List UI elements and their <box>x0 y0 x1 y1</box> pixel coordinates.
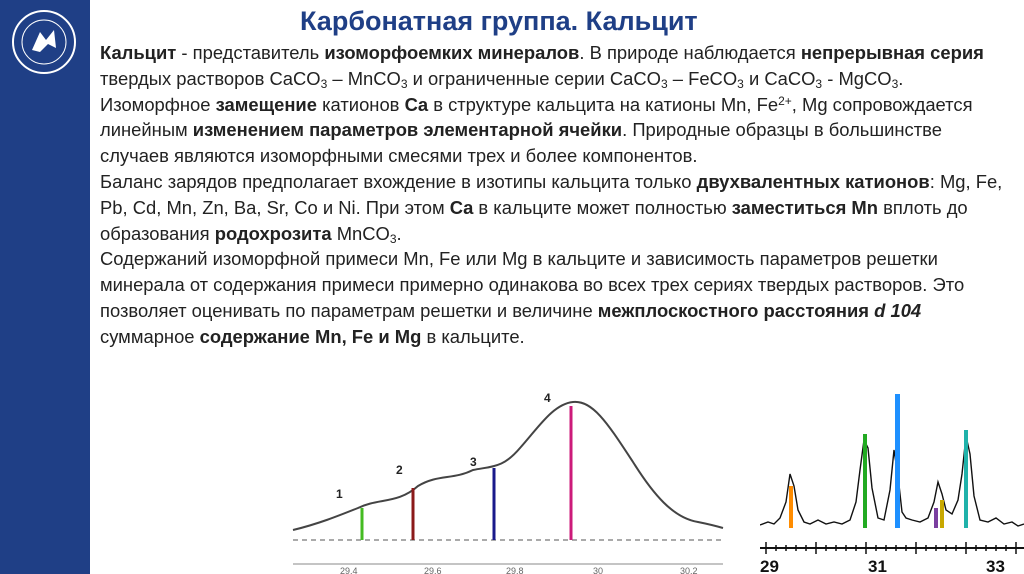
paragraph-charge-balance: Баланс зарядов предполагает вхождение в изотипы кальцита только двухвалентных катионов: Mg, Fe, Pb, Cd, Mn, Zn, Ba, Sr, Co и Ni. При этом Ca в кальците может полностью заместиться Mn вплоть до образования родохрозита MnCO$_3$. <box>100 170 1003 246</box>
tick-label-5: 30.2 <box>680 566 698 574</box>
tick-label-33: 33 <box>986 557 1005 574</box>
spectrum-bar-blue <box>895 394 900 528</box>
spectrum-bar-orange <box>789 486 793 528</box>
spectrum-bar-purple <box>934 508 938 528</box>
diffraction-curve <box>293 402 723 530</box>
tick-label-4: 30 <box>593 566 604 574</box>
paragraph-calcite-intro: Кальцит - представитель изоморфоемких минералов. В природе наблюдается непрерывная серия твердых растворов CaCO$_3$ – MnCO$_3$ и ограниченные серии CaCO$_3$ – FeCO$_3$ и CaCO$_3$ - MgCO$_3$. Изоморфное замещение катионов Ca в структуре кальцита на катионы Mn, $Fe^{2+}$, Mg сопровождается линейным изменением параметров элементарной ячейки. Природные образцы в большинстве случаев являются изоморфными смесями трех и более компонентов. <box>100 42 984 167</box>
xrd-spectrum-figure-right <box>760 390 1024 574</box>
tick-label-29: 29 <box>760 557 779 574</box>
tick-label-2: 29.6 <box>424 566 442 574</box>
sidebar-band <box>0 0 90 574</box>
peak-label-1: 1 <box>336 487 343 501</box>
peak-label-2: 2 <box>396 463 403 477</box>
spectrum-bar-green <box>863 434 867 528</box>
tick-label-3: 29.8 <box>506 566 524 574</box>
slide-title: Карбонатная группа. Кальцит <box>300 6 698 36</box>
spectrum-bar-teal <box>964 430 968 528</box>
spectrum-bar-olive <box>940 500 944 528</box>
peak-label-4: 4 <box>544 391 551 405</box>
slide-body <box>100 40 1010 350</box>
paragraph-lattice-parameters: Содержаний изоморфной примеси Mn, Fe или Mg в кальците и зависимость параметров решетки минерала от содержания примеси примерно одинакова во всех трех сериях твердых растворов. Это позволяет оценивать по параметрам решетки и величине межплоскостного расстояния d 104 суммарное содержание Mn, Fe и Mg в кальците. <box>100 248 965 347</box>
peak-label-3: 3 <box>470 455 477 469</box>
tick-label-31: 31 <box>868 557 887 574</box>
spectrum-curve <box>760 436 1024 526</box>
tick-label-1: 29.4 <box>340 566 358 574</box>
xrd-peak-figure-left <box>288 386 728 574</box>
university-logo-icon <box>10 8 78 76</box>
